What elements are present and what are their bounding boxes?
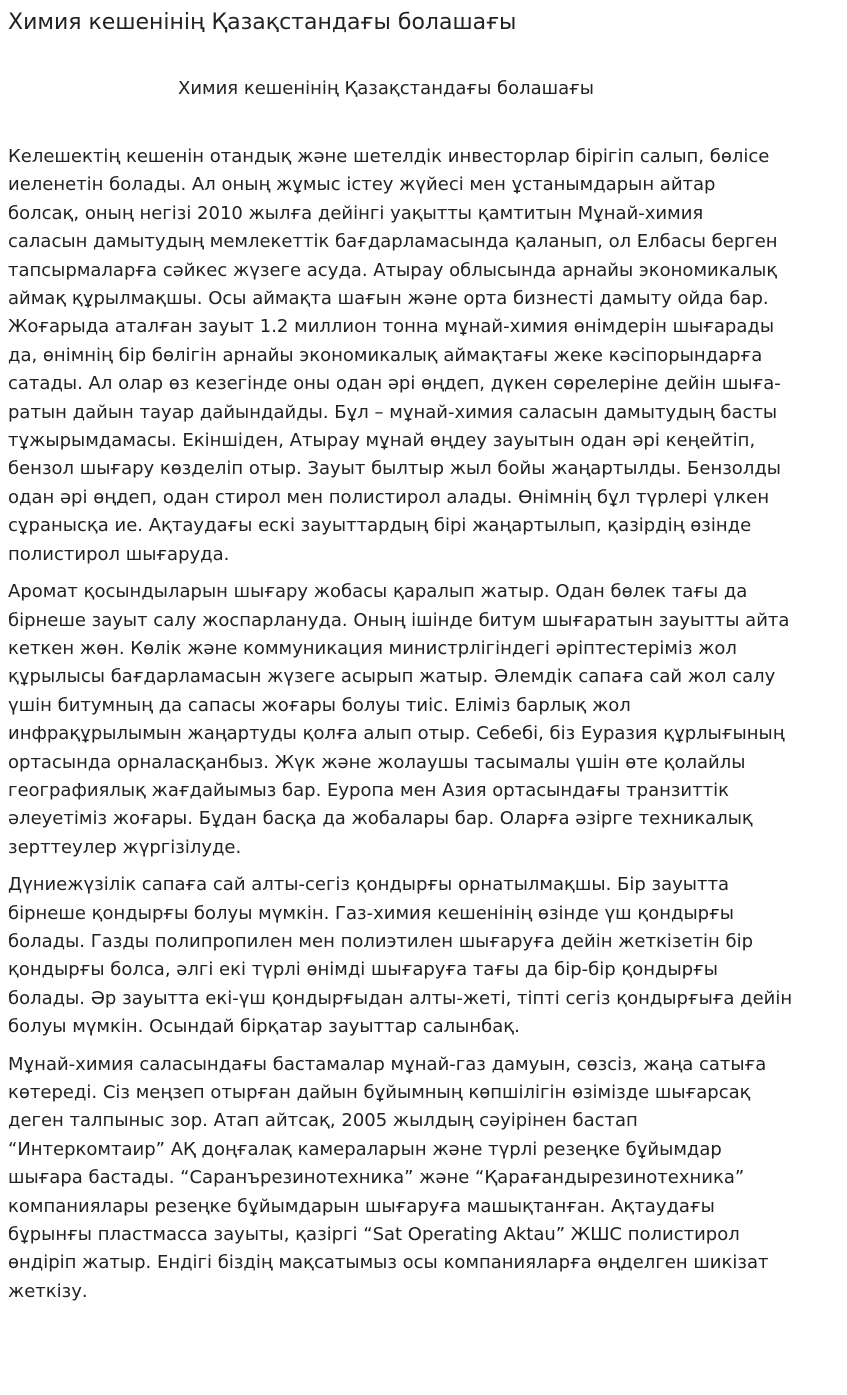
document-body bbox=[8, 143, 839, 1306]
document-heading: Химия кешенінің Қазақстандағы болашағы bbox=[178, 78, 594, 99]
paragraph-4: Мұнай-химия саласындағы бастамалар мұнай-газ дамуын, сөзсіз, жаңа сатыға көтереді. Сіз меңзеп отырған дайын бұйымның көпшілігін өзімізде шығарсақ деген талпыныс зор. Атап айтсақ, 2005 жылдың сәуірінен бастап “Интеркомтаир” АҚ доңғалақ камераларын және түрлі резеңке бұйымдар шығара бастады. “Саранърезинотехника” және “Қарағандырезинотехника” компаниялары резеңке бұйымдарын шығаруға машықтанған. Ақтаудағы бұрынғы пластмасса зауыты, қазіргі “Sat Operating Aktau” ЖШС полистирол өндіріп жатыр. Ендігі біздің мақсатымыз осы компанияларға өңделген шикізат жеткізу. bbox=[8, 1053, 769, 1302]
page-title: Химия кешенінің Қазақстандағы болашағы bbox=[8, 10, 517, 35]
paragraph-1: Келешектің кешенін отандық және шетелдік инвесторлар бірігіп салып, бөлісе иеленетін болады. Ал оның жұмыс істеу жүйесі мен ұстанымдарын айтар болсақ, оның негізі 2010 жылға дейінгі уақытты қамтитын Мұнай-химия саласын дамытудың мемлекеттік бағдарламасында қаланып, ол Елбасы берген тапсырмаларға сәйкес жүзеге асуда. Атырау облысында арнайы экономикалық аймақ құрылмақшы. Осы аймақта шағын және орта бизнесті дамыту ойда бар. Жоғарыда аталған зауыт 1.2 миллион тонна мұнай-химия өнімдерін шығарады да, өнімнің бір бөлігін арнайы экономикалық аймақтағы жеке кәсіпорындарға сатады. Ал олар өз кезегінде оны одан әрі өңдеп, дүкен сөрелеріне дейін шыға- ратын дайын тауар дайындайды. Бұл – мұнай-химия саласын дамытудың басты тұжырымдамасы. Екіншіден, Атырау мұнай өңдеу зауытын одан әрі кеңейтіп, бензол шығару көзделіп отыр. Зауыт былтыр жыл бойы жаңартылды. Бензолды одан әрі өңдеп, одан стирол мен полистирол алады. Өнімнің бұл түрлері үлкен сұранысқа ие. Ақтаудағы ескі зауыттардың бірі жаңартылып, қазірдің өзінде полистирол шығаруда. bbox=[8, 146, 781, 565]
paragraph-3: Дүниежүзілік сапаға сай алты-сегіз қондырғы орнатылмақшы. Бір зауытта бірнеше қондырғы болуы мүмкін. Газ-химия кешенінің өзінде үш қондырғы болады. Газды полипропилен мен полиэтилен шығаруға дейін жеткізетін бір қондырғы болса, әлгі екі түрлі өнімді шығаруға тағы да бір-бір қондырғы болады. Әр зауытта екі-үш қондырғыдан алты-жеті, тіпті сегіз қондырғыға дейін болуы мүмкін. Осындай бірқатар зауыттар салынбақ. bbox=[8, 874, 793, 1038]
paragraph-2: Аромат қосындыларын шығару жобасы қаралып жатыр. Одан бөлек тағы да бірнеше зауыт салу жоспарлануда. Оның ішінде битум шығаратын зауытты айта кеткен жөн. Көлік және коммуникация министрлігіндегі әріптестеріміз жол құрылысы бағдарламасын жүзеге асырып жатыр. Әлемдік сапаға сай жол салу үшін битумның да сапасы жоғары болуы тиіс. Еліміз барлық жол инфрақұрылымын жаңартуды қолға алып отыр. Себебі, біз Еуразия құрлығының ортасында орналасқанбыз. Жүк және жолаушы тасымалы үшін өте қолайлы географиялық жағдайымыз бар. Еуропа мен Азия ортасындағы транзиттік әлеуетіміз жоғары. Бұдан басқа да жобалары бар. Оларға әзірге техникалық зерттеулер жүргізілуде. bbox=[8, 581, 790, 858]
